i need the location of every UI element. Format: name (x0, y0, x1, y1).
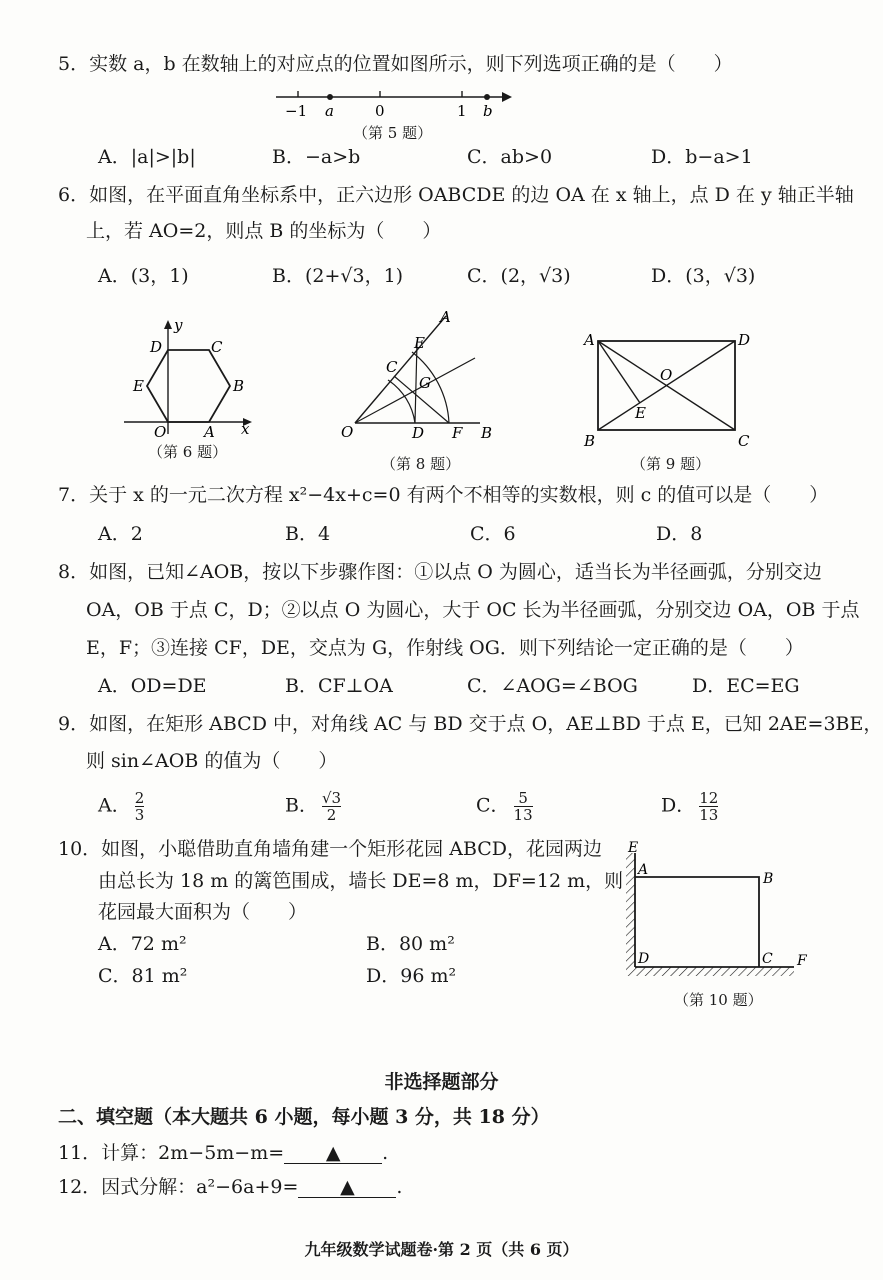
q5-axis-label: 0 (375, 102, 385, 120)
q9-option-letter: C． (476, 794, 510, 817)
q6-stem-line1: 6．如图，在平面直角坐标系中，正六边形 OABCDE 的边 OA 在 x 轴上，点 D 在 y 轴正半轴 (58, 184, 854, 206)
fig6-label: y (174, 316, 183, 334)
page-footer: 九年级数学试题卷·第 2 页（共 6 页） (304, 1240, 579, 1259)
q9-option-letter: D． (661, 794, 696, 817)
fig9-label: O (660, 366, 673, 384)
denominator: 2 (326, 806, 337, 824)
q6-option-a: A．(3，1) (98, 265, 189, 287)
denominator: 3 (134, 806, 145, 824)
q11-stem: 11．计算：2m−5m−m= (58, 1142, 285, 1164)
fig6-label: A (204, 423, 215, 441)
q8-option-a: A．OD=DE (98, 675, 207, 697)
fig9-label: A (584, 331, 595, 349)
q8-stem-line3: E，F；③连接 CF，DE，交点为 G，作射线 OG．则下列结论一定正确的是（ ） (86, 637, 804, 659)
fig10-label: F (797, 953, 807, 969)
q7-option-a: A．2 (98, 523, 143, 545)
section-title: 非选择题部分 (384, 1071, 499, 1093)
q8-stem-line1: 8．如图，已知∠AOB，按以下步骤作图：①以点 O 为圆心，适当长为半径画弧，分别交边 (58, 561, 822, 583)
q6-option-d: D．(3，√3) (651, 265, 756, 287)
q6-option-b: B．(2+√3，1) (272, 265, 404, 287)
q7-option-c: C．6 (470, 523, 516, 545)
q5-axis-label: −1 (285, 102, 308, 120)
q9-option-letter: B． (285, 794, 318, 817)
q10-stem-line1: 10．如图，小聪借助直角墙角建一个矩形花园 ABCD，花园两边 (58, 838, 603, 860)
fig8-label: E (414, 334, 425, 352)
fig6-label: E (133, 377, 144, 395)
denominator: 13 (513, 806, 533, 824)
figure-6-caption: （第 6 题） (148, 443, 228, 461)
fig9-label: D (738, 331, 751, 349)
q8-option-b: B．CF⊥OA (285, 675, 393, 697)
fig10-label: C (762, 951, 773, 967)
q10-option-d: D．96 m² (366, 965, 457, 987)
section-part2-heading: 二、填空题（本大题共 6 小题，每小题 3 分，共 18 分） (58, 1106, 550, 1128)
fig9-label: C (738, 432, 750, 450)
q10-stem-line3: 花园最大面积为（ ） (98, 901, 308, 923)
denominator: 13 (699, 806, 719, 824)
q5-caption: （第 5 题） (353, 124, 433, 142)
q10-stem-line2: 由总长为 18 m 的篱笆围成，墙长 DE=8 m，DF=12 m，则 (98, 870, 624, 892)
figure-9-caption: （第 9 题） (631, 455, 711, 473)
figure-10-caption: （第 10 题） (674, 991, 763, 1009)
q5-option-d: D．b−a>1 (651, 146, 753, 168)
q9-option-letter: A． (98, 794, 131, 817)
fig6-label: C (211, 338, 223, 356)
q7-option-d: D．8 (656, 523, 703, 545)
fig8-label: D (412, 424, 425, 442)
q11-end: . (382, 1142, 389, 1164)
q11 (58, 1141, 388, 1165)
q9-stem-line2: 则 sin∠AOB 的值为（ ） (86, 750, 338, 772)
q6-option-c: C．(2，√3) (467, 265, 571, 287)
q8-stem-line2: OA，OB 于点 C，D；②以点 O 为圆心，大于 OC 长为半径画弧，分别交边 OA，OB 于点 (86, 599, 860, 621)
numerator: √3 (321, 789, 342, 807)
q5-option-c: C．ab>0 (467, 146, 553, 168)
q7-stem: 7．关于 x 的一元二次方程 x²−4x+c=0 有两个不相等的实数根，则 c 的值可以是（ ） (58, 484, 829, 506)
fig10-label: D (638, 951, 650, 967)
fig6-label: B (233, 377, 245, 395)
numerator: 2 (134, 789, 145, 807)
fig8-label: C (386, 358, 398, 376)
q12-end: . (396, 1176, 403, 1198)
q10-option-a: A．72 m² (98, 933, 187, 955)
fig6-label: x (241, 420, 250, 438)
numerator: 12 (699, 789, 719, 807)
q5-axis-label: 1 (457, 102, 467, 120)
fig6-label: O (154, 423, 167, 441)
fig8-label: O (341, 423, 354, 441)
q5-axis-label: b (483, 102, 493, 120)
fig8-label: B (481, 424, 493, 442)
figure-8-caption: （第 8 题） (381, 455, 461, 473)
q12 (58, 1175, 402, 1199)
q5-axis-label: a (325, 102, 334, 120)
q8-option-d: D．EC=EG (692, 675, 800, 697)
q6-stem-line2: 上，若 AO=2，则点 B 的坐标为（ ） (86, 220, 442, 242)
fig10-label: E (628, 840, 639, 856)
q12-answer-blank[interactable]: ▲ (298, 1177, 396, 1198)
fig10-label: B (763, 871, 774, 887)
fig6-label: D (150, 338, 163, 356)
fig9-label: E (635, 404, 646, 422)
q10-option-b: B．80 m² (366, 933, 455, 955)
fig8-label: F (452, 424, 463, 442)
q5-stem: 5．实数 a，b 在数轴上的对应点的位置如图所示，则下列选项正确的是（ ） (58, 53, 733, 75)
q12-stem: 12．因式分解：a²−6a+9= (58, 1176, 299, 1198)
q11-answer-blank[interactable]: ▲ (284, 1143, 382, 1164)
fig9-label: B (584, 432, 596, 450)
fig8-label: G (419, 374, 431, 392)
q10-option-c: C．81 m² (98, 965, 188, 987)
fig8-label: A (440, 308, 451, 326)
q5-option-a: A．|a|>|b| (98, 146, 196, 168)
q7-option-b: B．4 (285, 523, 331, 545)
q5-option-b: B．−a>b (272, 146, 361, 168)
fig10-label: A (638, 862, 649, 878)
q8-option-c: C．∠AOG=∠BOG (467, 675, 638, 697)
numerator: 5 (518, 789, 528, 807)
q9-stem-line1: 9．如图，在矩形 ABCD 中，对角线 AC 与 BD 交于点 O，AE⊥BD 于点 E，已知 2AE=3BE， (58, 713, 883, 735)
